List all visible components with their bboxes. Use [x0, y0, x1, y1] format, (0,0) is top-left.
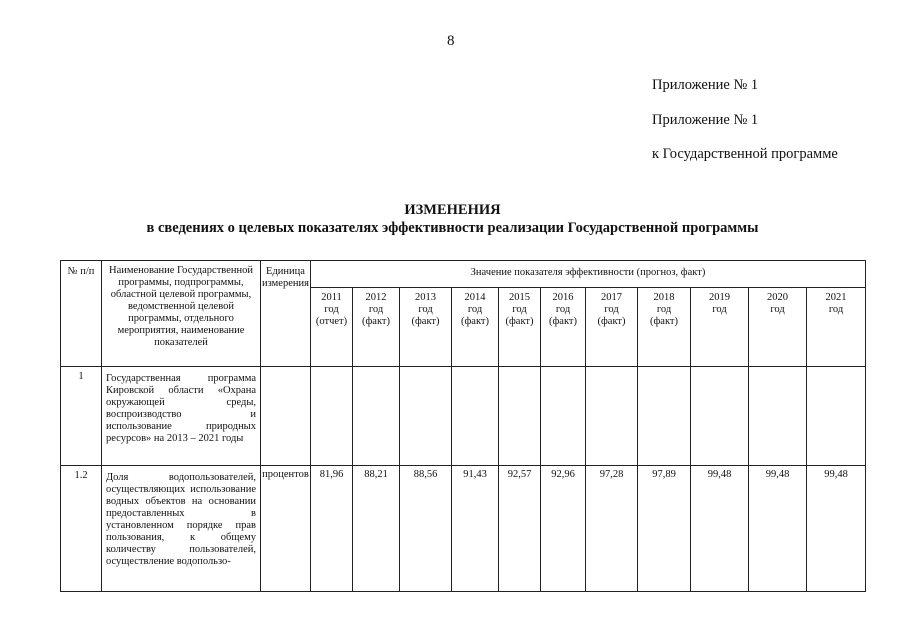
row-value-2016: 92,96: [541, 466, 586, 592]
header-year-line: 2020: [767, 292, 788, 303]
header-year-line: год: [368, 304, 384, 315]
row-number: 1.2: [61, 466, 102, 592]
row-value-2012: 88,21: [353, 466, 400, 592]
row-name: Государственная программа Кировской области «Охрана окружающей среды, воспроизводство и использование природных ресурсов» на 2013 – 2021 годы: [102, 367, 261, 466]
header-year-2019: [691, 288, 749, 367]
header-year-line: 2017: [601, 292, 622, 303]
header-year-line: (факт): [548, 316, 577, 327]
row-value-2015: 92,57: [499, 466, 541, 592]
row-value-2018: 97,89: [638, 466, 691, 592]
header-year-line: (факт): [505, 316, 534, 327]
appendix-line-3: к Государственной программе: [652, 146, 838, 162]
header-year-line: год: [828, 304, 844, 315]
header-year-2016: [541, 288, 586, 367]
row-value-2014: 91,43: [452, 466, 499, 592]
header-year-line: 2015: [509, 292, 530, 303]
row-value-2014: [452, 367, 499, 466]
header-year-line: (факт): [460, 316, 489, 327]
header-year-line: 2014: [464, 292, 486, 303]
header-year-2015: [499, 288, 541, 367]
header-year-line: год: [555, 304, 571, 315]
row-value-2012: [353, 367, 400, 466]
header-year-line: (факт): [649, 316, 678, 327]
header-indicator-values: Значение показателя эффективности (прогноз, факт): [311, 261, 866, 288]
row-value-2020: [749, 367, 807, 466]
header-year-line: год: [418, 304, 433, 315]
header-year-line: (факт): [597, 316, 626, 327]
header-year-line: (отчет): [315, 316, 348, 327]
header-year-2013: [400, 288, 452, 367]
appendix-line-1: Приложение № 1: [652, 77, 759, 93]
header-row: [61, 261, 866, 288]
row-value-2015: [499, 367, 541, 466]
row-value-2017: [586, 367, 638, 466]
header-year-2018: [638, 288, 691, 367]
row-number: 1: [61, 367, 102, 466]
document-subtitle: в сведениях о целевых показателях эффективности реализации Государственной программы: [146, 220, 759, 236]
header-year-line: (факт): [361, 316, 390, 327]
indicators-table: [60, 260, 866, 592]
header-year-2014: [452, 288, 499, 367]
header-number: № п/п: [61, 261, 102, 367]
row-name: Доля водопользователей, осуществляющих использование водных объектов на основании предоставленных в установленном порядке прав пользования, к общему количеству пользователей, осуществление водопользо-: [102, 466, 261, 592]
header-year-line: год: [770, 304, 785, 315]
header-year-line: 2021: [825, 292, 847, 303]
header-year-2017: [586, 288, 638, 367]
header-year-2011: [311, 288, 353, 367]
header-year-line: год: [712, 304, 727, 315]
row-value-2018: [638, 367, 691, 466]
row-value-2019: 99,48: [691, 466, 749, 592]
row-value-2021: [807, 367, 866, 466]
header-year-line: год: [324, 304, 339, 315]
table-row: [61, 466, 866, 592]
row-value-2016: [541, 367, 586, 466]
header-year-line: 2011: [321, 292, 342, 303]
row-value-2019: [691, 367, 749, 466]
header-unit: Единица измерения: [261, 261, 311, 367]
header-year-line: (факт): [411, 316, 440, 327]
header-year-2020: [749, 288, 807, 367]
header-year-line: год: [604, 304, 619, 315]
row-value-2013: [400, 367, 452, 466]
header-year-line: год: [656, 304, 672, 315]
header-year-line: 2019: [709, 292, 730, 303]
header-year-line: 2018: [653, 292, 675, 303]
row-value-2011: [311, 367, 353, 466]
header-year-2021: [807, 288, 866, 367]
header-year-2012: [353, 288, 400, 367]
document-title: ИЗМЕНЕНИЯ: [404, 202, 501, 218]
row-value-2011: 81,96: [311, 466, 353, 592]
row-unit: процентов: [261, 466, 311, 592]
row-value-2013: 88,56: [400, 466, 452, 592]
header-year-line: год: [512, 304, 527, 315]
row-unit: [261, 367, 311, 466]
row-value-2020: 99,48: [749, 466, 807, 592]
header-year-line: 2016: [552, 292, 574, 303]
appendix-line-2: Приложение № 1: [652, 112, 759, 128]
row-value-2021: 99,48: [807, 466, 866, 592]
table-row: [61, 367, 866, 466]
row-value-2017: 97,28: [586, 466, 638, 592]
header-year-line: 2012: [365, 292, 387, 303]
page-number: 8: [447, 33, 455, 49]
header-year-line: год: [467, 304, 483, 315]
header-year-line: 2013: [415, 292, 436, 303]
header-name: Наименование Государственной программы, подпрограммы, областной целевой программы, ведомственной целевой программы, отдельного мероприятия, наименование показателей: [102, 261, 261, 367]
